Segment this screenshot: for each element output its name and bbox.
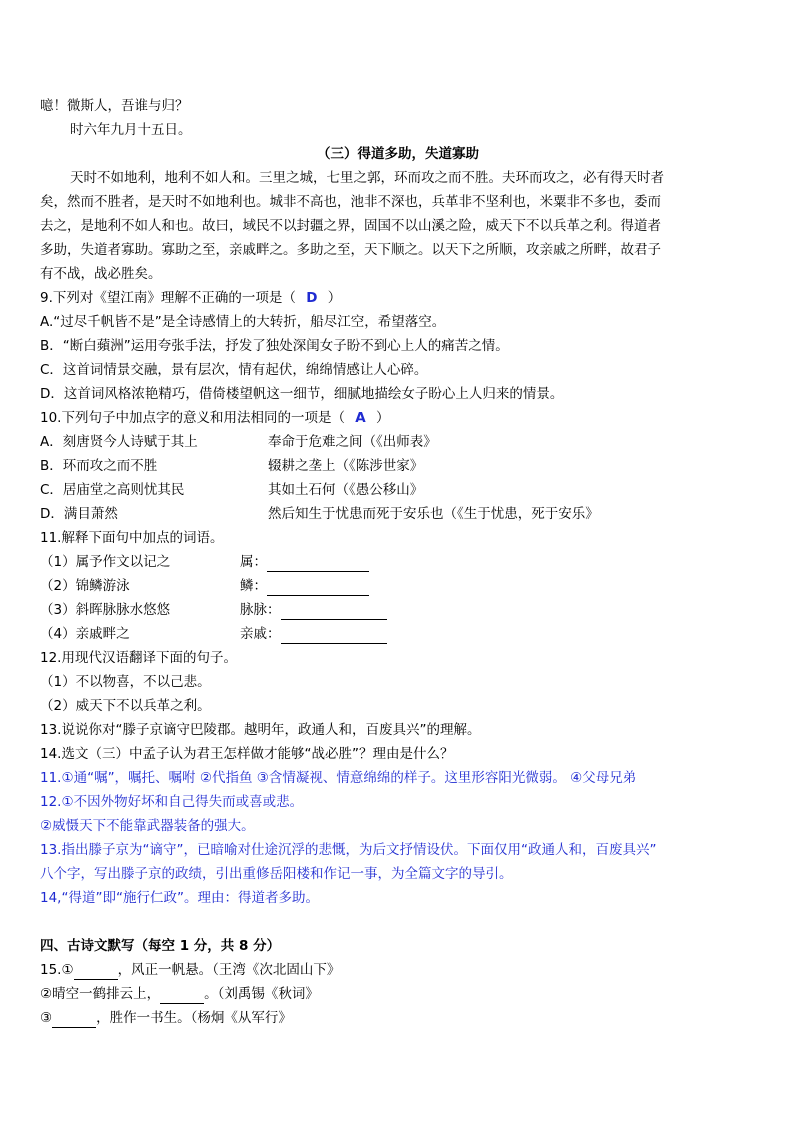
- item-answer: [240, 600, 387, 620]
- item-answer: [240, 624, 387, 644]
- option-b: B．“断白蘋洲”运用夸张手法，抒发了独处深闺女子盼不到心上人的痛苦之情。: [40, 338, 509, 354]
- answer-letter: D: [306, 290, 318, 306]
- answer-blank[interactable]: [267, 581, 369, 596]
- q12-sentence: （2）威天下不以兵革之利。: [40, 698, 211, 714]
- option-c: C．这首词情景交融，景有层次，情有起伏，绵绵情感让人心碎。: [40, 362, 428, 378]
- question-12-stem: 12.用现代汉语翻译下面的句子。: [40, 650, 237, 666]
- option-left: C．居庙堂之高则忧其民: [40, 482, 185, 498]
- option-right: 奉命于危难之间（《出师表》: [268, 434, 437, 450]
- q15-item-1: [40, 960, 340, 980]
- item-text: （2）锦鳞游泳: [40, 578, 130, 594]
- item-answer: [240, 552, 369, 572]
- answer-blank[interactable]: [52, 1013, 96, 1028]
- question-9-stem: [40, 288, 341, 308]
- paragraph-line: 矣，然而不胜者，是天时不如地利也。城非不高也，池非不深也，兵革非不坚利也，米粟非不多也，委而: [40, 194, 661, 210]
- option-d: [40, 504, 720, 524]
- q11-item: [40, 624, 720, 644]
- answer-blank[interactable]: [281, 605, 387, 620]
- question-text: ）: [327, 290, 342, 306]
- answer-blank[interactable]: [160, 989, 204, 1004]
- question-13: 13.说说你对“滕子京谪守巴陵郡。越明年，政通人和，百废具兴”的理解。: [40, 722, 481, 738]
- option-b: [40, 456, 720, 476]
- section-4-title: 四、古诗文默写（每空 1 分，共 8 分）: [40, 938, 281, 954]
- option-d: D．这首词风格浓艳精巧，借倚楼望帆这一细节，细腻地描绘女子盼心上人归来的情景。: [40, 386, 564, 402]
- option-right: 然后知生于忧患而死于安乐也（《生于忧患，死于安乐》: [268, 506, 599, 522]
- paragraph-line: 多助，失道者寡助。寡助之至，亲戚畔之。多助之至，天下顺之。以天下之所顺，攻亲戚之所畔，故君子: [40, 242, 661, 258]
- question-text: ，胜作一书生。（杨炯《从军行》: [96, 1010, 292, 1026]
- option-left: A．刻唐贤今人诗赋于其上: [40, 434, 198, 450]
- question-text: 。（刘禹锡《秋词》: [204, 986, 319, 1002]
- answer-blank[interactable]: [74, 965, 118, 980]
- question-text: 9.下列对《望江南》理解不正确的一项是（: [40, 290, 296, 306]
- question-10-stem: [40, 408, 390, 428]
- question-11-stem: 11.解释下面句中加点的词语。: [40, 530, 224, 546]
- item-label: 属：: [240, 554, 267, 570]
- question-text: 15.①: [40, 962, 74, 978]
- item-text: （1）属予作文以记之: [40, 554, 171, 570]
- question-text: ②晴空一鹤排云上，: [40, 986, 161, 1002]
- section-title: （三）得道多助，失道寡助: [317, 146, 479, 162]
- option-left: B．环而攻之而不胜: [40, 458, 158, 474]
- answer-blank[interactable]: [267, 557, 369, 572]
- option-right: 其如土石何（《愚公移山》: [268, 482, 424, 498]
- answer-14: 14,“得道”即“施行仁政”。理由：得道者多助。: [40, 890, 319, 906]
- question-text: ③: [40, 1010, 53, 1026]
- answer-12: 12.①不因外物好坏和自己得失而或喜或悲。: [40, 794, 304, 810]
- paragraph-line: 去之，是地利不如人和也。故曰，域民不以封疆之界，固国不以山溪之险，威天下不以兵革之利。得道者: [40, 218, 661, 234]
- option-left: D．满目萧然: [40, 506, 118, 522]
- item-text: （3）斜晖脉脉水悠悠: [40, 602, 171, 618]
- answer-12: ②威慑天下不能靠武器装备的强大。: [40, 818, 255, 834]
- answer-letter: A: [355, 410, 366, 426]
- option-c: [40, 480, 720, 500]
- q11-item: [40, 576, 720, 596]
- paragraph-line: 天时不如地利，地利不如人和。三里之城，七里之郭，环而攻之而不胜。夫环而攻之，必有得天时者: [70, 170, 664, 186]
- item-answer: [240, 576, 369, 596]
- paragraph-line: 有不战，战必胜矣。: [40, 266, 162, 282]
- text-line: 噫！微斯人，吾谁与归？: [40, 98, 189, 114]
- question-14: 14.选文（三）中孟子认为君王怎样做才能够“战必胜”？理由是什么？: [40, 746, 454, 762]
- q12-sentence: （1）不以物喜，不以己悲。: [40, 674, 211, 690]
- option-a: A.“过尽千帆皆不是”是全诗感情上的大转折，船尽江空，希望落空。: [40, 314, 446, 330]
- q15-item-2: [40, 984, 319, 1004]
- option-a: [40, 432, 720, 452]
- answer-13: 13.指出滕子京为“谪守”，已暗喻对仕途沉浮的悲慨，为后文抒情设伏。下面仅用“政通人和，百废具兴”: [40, 842, 657, 858]
- question-text: 10.下列句子中加点字的意义和用法相同的一项是（: [40, 410, 345, 426]
- answer-13: 八个字，写出滕子京的政绩，引出重修岳阳楼和作记一事，为全篇文字的导引。: [40, 866, 513, 882]
- answer-blank[interactable]: [281, 629, 387, 644]
- answer-11: 11.①通“嘱”，嘱托、嘱咐 ②代指鱼 ③含情凝视、情意绵绵的样子。这里形容阳光微弱。 ④父母兄弟: [40, 770, 637, 786]
- q11-item: [40, 552, 720, 572]
- question-text: ，风正一帆悬。（王湾《次北固山下》: [117, 962, 341, 978]
- item-label: 鳞：: [240, 578, 267, 594]
- q11-item: [40, 600, 720, 620]
- question-text: ）: [376, 410, 390, 426]
- text-line: 时六年九月十五日。: [70, 122, 192, 138]
- item-label: 脉脉：: [240, 602, 281, 618]
- option-right: 辍耕之垄上（《陈涉世家》: [268, 458, 424, 474]
- q15-item-3: [40, 1008, 292, 1028]
- item-label: 亲戚：: [240, 626, 281, 642]
- item-text: （4）亲戚畔之: [40, 626, 130, 642]
